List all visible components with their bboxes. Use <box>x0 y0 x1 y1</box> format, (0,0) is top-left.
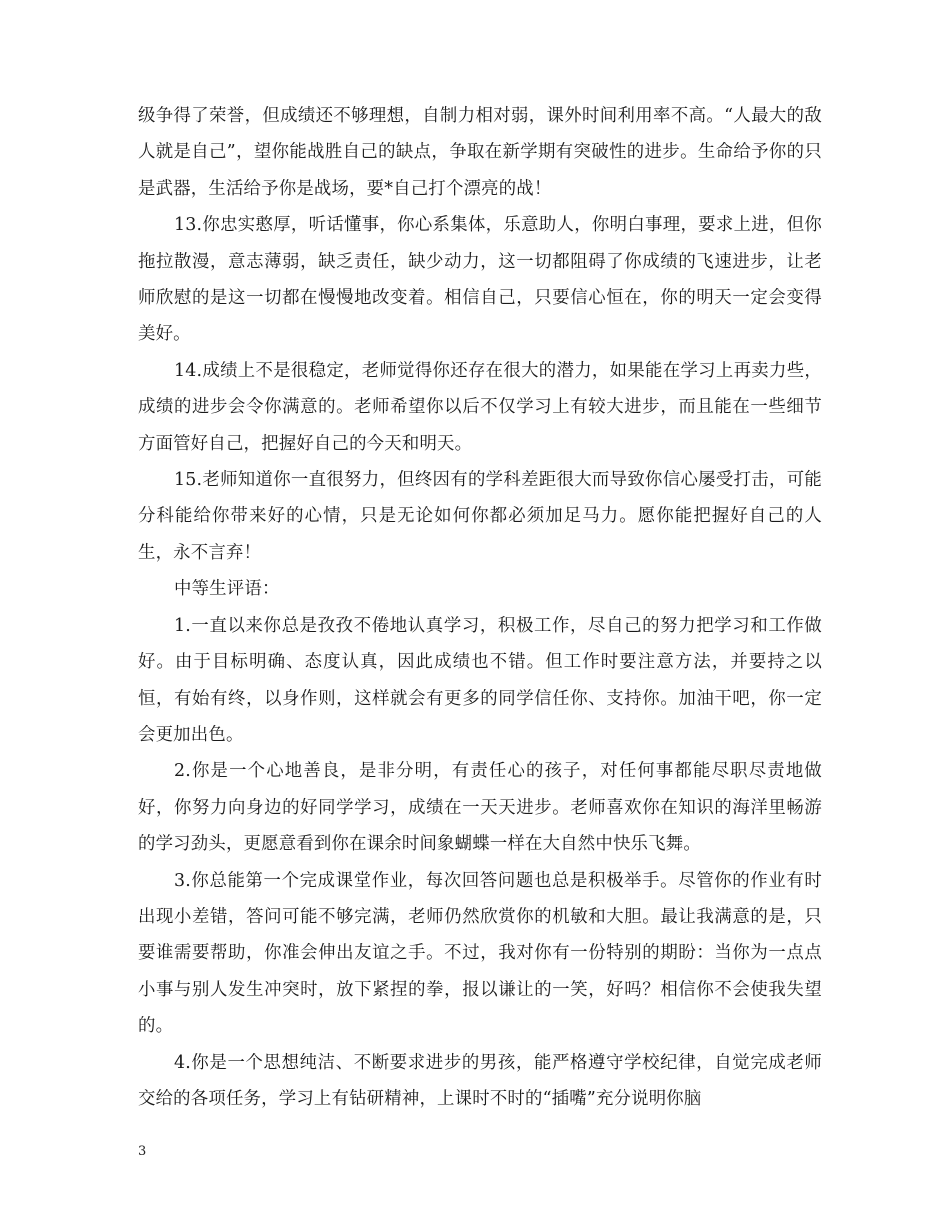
paragraph-comment-3: 3.你总能第一个完成课堂作业，每次回答问题也总是积极举手。尽管你的作业有时出现小差错，答问可能不够完满，老师仍然欣赏你的机敏和大胆。最让我满意的是，只要谁需要帮助，你准会伸出友谊之手。不过，我对你有一份特别的期盼：当你为一点点小事与别人发生冲突时，放下紧捏的拳，报以谦让的一笑，好吗？相信你不会使我失望的。 <box>138 870 822 1037</box>
paragraph-comment-1: 1.一直以来你总是孜孜不倦地认真学习，积极工作，尽自己的努力把学习和工作做好。由于目标明确、态度认真，因此成绩也不错。但工作时要注意方法，并要持之以恒，有始有终，以身作则，这样就会有更多的同学信任你、支持你。加油干吧，你一定会更加出色。 <box>138 615 822 745</box>
paragraph-continuation: 级争得了荣誉，但成绩还不够理想，自制力相对弱，课外时间利用率不高。“人最大的敌人就是自己”，望你能战胜自己的缺点，争取在新学期有突破性的进步。生命给予你的只是武器，生活给予你是战场，要*自己打个漂亮的战！ <box>138 106 822 199</box>
paragraph-comment-14: 14.成绩上不是很稳定，老师觉得你还存在很大的潜力，如果能在学习上再卖力些，成绩的进步会令你满意的。老师希望你以后不仅学习上有较大进步，而且能在一些细节方面管好自己，把握好自己的今天和明天。 <box>138 360 822 454</box>
document-body <box>138 98 822 1117</box>
paragraph-comment-2: 2.你是一个心地善良，是非分明，有责任心的孩子，对任何事都能尽职尽责地做好，你努力向身边的好同学学习，成绩在一天天进步。老师喜欢你在知识的海洋里畅游的学习劲头，更愿意看到你在课余时间象蝴蝶一样在大自然中快乐飞舞。 <box>138 761 822 855</box>
paragraph-comment-4: 4.你是一个思想纯洁、不断要求进步的男孩，能严格遵守学校纪律，自觉完成老师交给的各项任务，学习上有钻研精神，上课时不时的“插嘴”充分说明你脑 <box>138 1052 822 1109</box>
section-heading: 中等生评语： <box>174 579 280 600</box>
paragraph-comment-13: 13.你忠实憨厚，听话懂事，你心系集体，乐意助人，你明白事理，要求上进，但你拖拉散漫，意志薄弱，缺乏责任，缺少动力，这一切都阻碍了你成绩的飞速进步，让老师欣慰的是这一切都在慢慢地改变着。相信自己，只要信心恒在，你的明天一定会变得美好。 <box>138 215 822 345</box>
page-number: 3 <box>138 1144 147 1159</box>
paragraph-comment-15: 15.老师知道你一直很努力，但终因有的学科差距很大而导致你信心屡受打击，可能分科能给你带来好的心情，只是无论如何你都必须加足马力。愿你能把握好自己的人生，永不言弃！ <box>138 470 822 563</box>
